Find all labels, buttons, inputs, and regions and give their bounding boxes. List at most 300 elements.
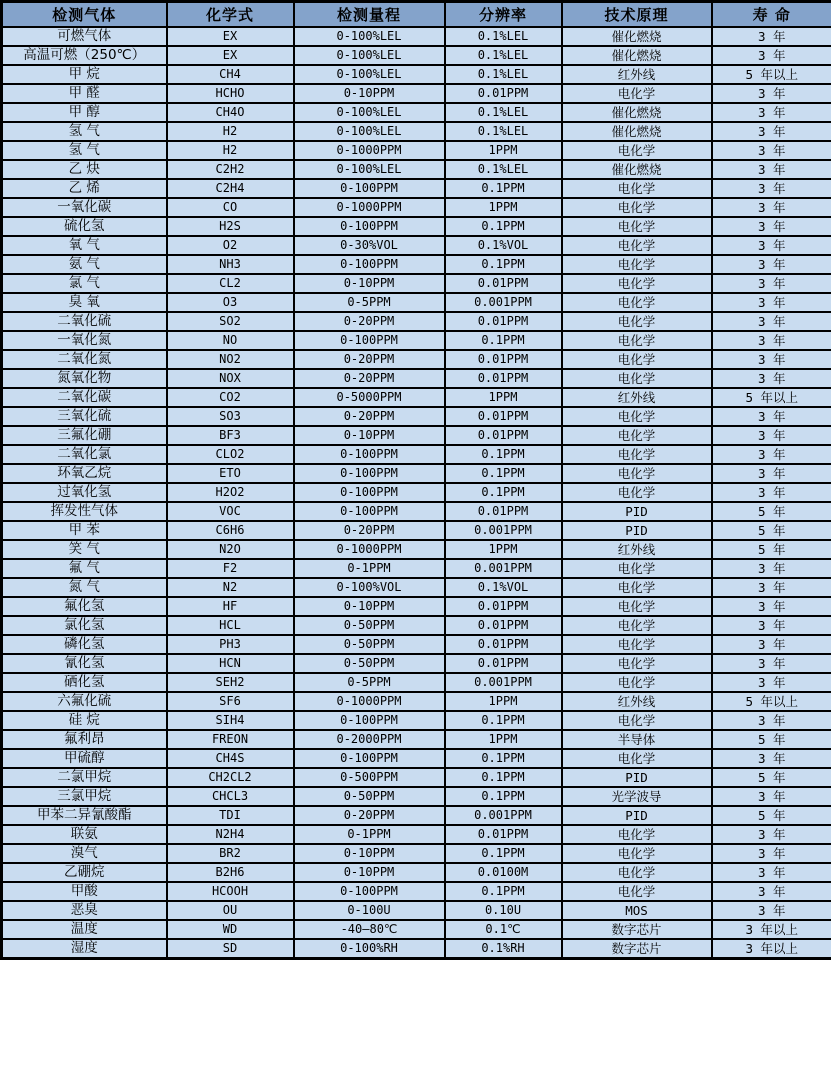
column-header-formula: 化学式 bbox=[167, 2, 294, 28]
table-row bbox=[2, 559, 831, 578]
cell-resolution: 1PPM bbox=[445, 388, 562, 407]
cell-resolution: 0.1PPM bbox=[445, 711, 562, 730]
table-row bbox=[2, 806, 831, 825]
cell-range: 0-50PPM bbox=[294, 635, 445, 654]
table-row bbox=[2, 920, 831, 939]
table-row bbox=[2, 844, 831, 863]
cell-formula: ETO bbox=[167, 464, 294, 483]
cell-principle: 电化学 bbox=[562, 673, 712, 692]
cell-formula: HCHO bbox=[167, 84, 294, 103]
table-row bbox=[2, 122, 831, 141]
cell-resolution: 0.1PPM bbox=[445, 255, 562, 274]
cell-gas: 甲酸 bbox=[2, 882, 167, 901]
cell-gas: 氢 气 bbox=[2, 141, 167, 160]
cell-lifespan: 3 年 bbox=[712, 863, 831, 882]
cell-resolution: 1PPM bbox=[445, 692, 562, 711]
cell-resolution: 0.1PPM bbox=[445, 768, 562, 787]
cell-range: 0-10PPM bbox=[294, 84, 445, 103]
cell-principle: 电化学 bbox=[562, 84, 712, 103]
cell-formula: H2O2 bbox=[167, 483, 294, 502]
cell-range: 0-10PPM bbox=[294, 863, 445, 882]
table-row bbox=[2, 217, 831, 236]
cell-gas: 一氧化氮 bbox=[2, 331, 167, 350]
column-header-resolution: 分辨率 bbox=[445, 2, 562, 28]
cell-principle: 电化学 bbox=[562, 882, 712, 901]
cell-gas: 氯化氢 bbox=[2, 616, 167, 635]
cell-lifespan: 3 年 bbox=[712, 350, 831, 369]
cell-gas: 氧 气 bbox=[2, 236, 167, 255]
cell-lifespan: 3 年 bbox=[712, 236, 831, 255]
cell-formula: SO3 bbox=[167, 407, 294, 426]
cell-resolution: 0.001PPM bbox=[445, 521, 562, 540]
cell-resolution: 0.1PPM bbox=[445, 445, 562, 464]
cell-range: 0-100%LEL bbox=[294, 46, 445, 65]
cell-gas: 硅 烷 bbox=[2, 711, 167, 730]
cell-range: 0-1000PPM bbox=[294, 692, 445, 711]
cell-range: 0-1000PPM bbox=[294, 141, 445, 160]
cell-principle: 电化学 bbox=[562, 217, 712, 236]
cell-lifespan: 3 年 bbox=[712, 711, 831, 730]
cell-range: 0-100PPM bbox=[294, 483, 445, 502]
table-row bbox=[2, 407, 831, 426]
cell-lifespan: 3 年 bbox=[712, 635, 831, 654]
cell-lifespan: 3 年 bbox=[712, 369, 831, 388]
cell-resolution: 0.01PPM bbox=[445, 825, 562, 844]
cell-principle: 催化燃烧 bbox=[562, 122, 712, 141]
cell-principle: 电化学 bbox=[562, 426, 712, 445]
table-row bbox=[2, 483, 831, 502]
cell-resolution: 0.1%LEL bbox=[445, 27, 562, 46]
cell-range: 0-100PPM bbox=[294, 464, 445, 483]
table-row bbox=[2, 274, 831, 293]
cell-formula: B2H6 bbox=[167, 863, 294, 882]
table-row bbox=[2, 331, 831, 350]
cell-resolution: 0.01PPM bbox=[445, 426, 562, 445]
table-row bbox=[2, 46, 831, 65]
cell-formula: CH4S bbox=[167, 749, 294, 768]
cell-formula: CH2CL2 bbox=[167, 768, 294, 787]
table-body bbox=[2, 27, 831, 959]
cell-gas: 二氧化氯 bbox=[2, 445, 167, 464]
cell-principle: 电化学 bbox=[562, 350, 712, 369]
cell-formula: SO2 bbox=[167, 312, 294, 331]
cell-resolution: 0.01PPM bbox=[445, 312, 562, 331]
cell-lifespan: 3 年 bbox=[712, 84, 831, 103]
cell-formula: HCOOH bbox=[167, 882, 294, 901]
cell-resolution: 0.001PPM bbox=[445, 559, 562, 578]
cell-range: 0-50PPM bbox=[294, 616, 445, 635]
table-row bbox=[2, 521, 831, 540]
cell-resolution: 0.01PPM bbox=[445, 597, 562, 616]
cell-resolution: 0.0100M bbox=[445, 863, 562, 882]
table-row bbox=[2, 27, 831, 46]
cell-range: 0-5000PPM bbox=[294, 388, 445, 407]
cell-gas: 挥发性气体 bbox=[2, 502, 167, 521]
table-row bbox=[2, 502, 831, 521]
cell-lifespan: 3 年 bbox=[712, 597, 831, 616]
cell-lifespan: 3 年 bbox=[712, 255, 831, 274]
table-row bbox=[2, 654, 831, 673]
cell-gas: 甲硫醇 bbox=[2, 749, 167, 768]
cell-principle: 红外线 bbox=[562, 388, 712, 407]
cell-principle: 电化学 bbox=[562, 255, 712, 274]
table-row bbox=[2, 350, 831, 369]
cell-resolution: 0.1PPM bbox=[445, 787, 562, 806]
cell-gas: 甲 醇 bbox=[2, 103, 167, 122]
cell-lifespan: 3 年 bbox=[712, 141, 831, 160]
cell-range: 0-100%LEL bbox=[294, 27, 445, 46]
cell-range: 0-10PPM bbox=[294, 597, 445, 616]
cell-range: 0-500PPM bbox=[294, 768, 445, 787]
cell-resolution: 0.1PPM bbox=[445, 749, 562, 768]
cell-lifespan: 3 年 bbox=[712, 293, 831, 312]
cell-gas: 氟化氢 bbox=[2, 597, 167, 616]
cell-principle: 电化学 bbox=[562, 293, 712, 312]
cell-formula: OU bbox=[167, 901, 294, 920]
cell-principle: 电化学 bbox=[562, 331, 712, 350]
cell-formula: HCN bbox=[167, 654, 294, 673]
cell-formula: H2 bbox=[167, 141, 294, 160]
column-header-principle: 技术原理 bbox=[562, 2, 712, 28]
cell-range: 0-1000PPM bbox=[294, 540, 445, 559]
cell-formula: CHCL3 bbox=[167, 787, 294, 806]
cell-gas: 甲 烷 bbox=[2, 65, 167, 84]
table-row bbox=[2, 65, 831, 84]
cell-formula: TDI bbox=[167, 806, 294, 825]
table-row bbox=[2, 882, 831, 901]
cell-principle: 电化学 bbox=[562, 578, 712, 597]
cell-principle: 电化学 bbox=[562, 198, 712, 217]
cell-lifespan: 3 年 bbox=[712, 331, 831, 350]
cell-principle: 电化学 bbox=[562, 597, 712, 616]
cell-gas: 三氧化硫 bbox=[2, 407, 167, 426]
cell-range: 0-100%LEL bbox=[294, 103, 445, 122]
cell-resolution: 0.1%LEL bbox=[445, 65, 562, 84]
cell-gas: 乙 烯 bbox=[2, 179, 167, 198]
cell-gas: 硫化氢 bbox=[2, 217, 167, 236]
cell-range: 0-1PPM bbox=[294, 825, 445, 844]
cell-formula: NO bbox=[167, 331, 294, 350]
cell-formula: CLO2 bbox=[167, 445, 294, 464]
cell-lifespan: 3 年 bbox=[712, 787, 831, 806]
column-header-lifespan: 寿 命 bbox=[712, 2, 831, 28]
cell-gas: 氟利昂 bbox=[2, 730, 167, 749]
table-row bbox=[2, 578, 831, 597]
cell-formula: WD bbox=[167, 920, 294, 939]
cell-lifespan: 3 年 bbox=[712, 483, 831, 502]
cell-gas: 六氟化硫 bbox=[2, 692, 167, 711]
cell-lifespan: 3 年 bbox=[712, 198, 831, 217]
cell-formula: H2 bbox=[167, 122, 294, 141]
cell-lifespan: 3 年 bbox=[712, 426, 831, 445]
cell-gas: 二氧化硫 bbox=[2, 312, 167, 331]
cell-principle: 数字芯片 bbox=[562, 920, 712, 939]
table-row bbox=[2, 84, 831, 103]
cell-lifespan: 3 年 bbox=[712, 103, 831, 122]
cell-gas: 甲苯二异氰酸酯 bbox=[2, 806, 167, 825]
table-row bbox=[2, 749, 831, 768]
cell-gas: 氰化氢 bbox=[2, 654, 167, 673]
cell-lifespan: 3 年 bbox=[712, 578, 831, 597]
cell-gas: 溴气 bbox=[2, 844, 167, 863]
cell-range: 0-5PPM bbox=[294, 293, 445, 312]
cell-principle: 电化学 bbox=[562, 483, 712, 502]
cell-lifespan: 3 年 bbox=[712, 122, 831, 141]
cell-formula: C2H4 bbox=[167, 179, 294, 198]
cell-resolution: 0.01PPM bbox=[445, 635, 562, 654]
cell-gas: 过氧化氢 bbox=[2, 483, 167, 502]
cell-formula: SIH4 bbox=[167, 711, 294, 730]
table-row bbox=[2, 730, 831, 749]
cell-principle: 电化学 bbox=[562, 141, 712, 160]
cell-gas: 氢 气 bbox=[2, 122, 167, 141]
cell-range: 0-20PPM bbox=[294, 350, 445, 369]
cell-formula: C2H2 bbox=[167, 160, 294, 179]
cell-gas: 乙硼烷 bbox=[2, 863, 167, 882]
table-row bbox=[2, 616, 831, 635]
cell-lifespan: 3 年 bbox=[712, 407, 831, 426]
cell-lifespan: 3 年以上 bbox=[712, 920, 831, 939]
cell-formula: N2 bbox=[167, 578, 294, 597]
table-row bbox=[2, 768, 831, 787]
cell-principle: 催化燃烧 bbox=[562, 27, 712, 46]
cell-gas: 硒化氢 bbox=[2, 673, 167, 692]
cell-resolution: 0.1%LEL bbox=[445, 103, 562, 122]
cell-gas: 恶臭 bbox=[2, 901, 167, 920]
cell-lifespan: 3 年 bbox=[712, 160, 831, 179]
cell-formula: O2 bbox=[167, 236, 294, 255]
cell-principle: 电化学 bbox=[562, 312, 712, 331]
cell-range: 0-10PPM bbox=[294, 426, 445, 445]
cell-principle: 电化学 bbox=[562, 654, 712, 673]
cell-range: 0-100PPM bbox=[294, 502, 445, 521]
cell-formula: CO2 bbox=[167, 388, 294, 407]
cell-gas: 氮 气 bbox=[2, 578, 167, 597]
cell-resolution: 0.1℃ bbox=[445, 920, 562, 939]
cell-principle: 电化学 bbox=[562, 559, 712, 578]
cell-lifespan: 3 年 bbox=[712, 217, 831, 236]
cell-range: 0-10PPM bbox=[294, 844, 445, 863]
cell-resolution: 0.01PPM bbox=[445, 84, 562, 103]
cell-resolution: 0.1%RH bbox=[445, 939, 562, 959]
cell-formula: H2S bbox=[167, 217, 294, 236]
cell-gas: 湿度 bbox=[2, 939, 167, 959]
cell-resolution: 0.10U bbox=[445, 901, 562, 920]
cell-formula: NOX bbox=[167, 369, 294, 388]
cell-principle: PID bbox=[562, 806, 712, 825]
cell-range: 0-100%LEL bbox=[294, 65, 445, 84]
cell-resolution: 0.1PPM bbox=[445, 331, 562, 350]
cell-principle: 红外线 bbox=[562, 692, 712, 711]
cell-range: 0-100PPM bbox=[294, 882, 445, 901]
cell-range: 0-100%LEL bbox=[294, 160, 445, 179]
cell-formula: EX bbox=[167, 27, 294, 46]
cell-range: 0-30%VOL bbox=[294, 236, 445, 255]
cell-formula: FREON bbox=[167, 730, 294, 749]
cell-gas: 一氧化碳 bbox=[2, 198, 167, 217]
cell-gas: 甲 苯 bbox=[2, 521, 167, 540]
cell-range: 0-100PPM bbox=[294, 331, 445, 350]
table-row bbox=[2, 312, 831, 331]
table-row bbox=[2, 103, 831, 122]
cell-formula: SD bbox=[167, 939, 294, 959]
cell-lifespan: 3 年 bbox=[712, 274, 831, 293]
table-row bbox=[2, 198, 831, 217]
cell-resolution: 0.1PPM bbox=[445, 844, 562, 863]
cell-lifespan: 5 年以上 bbox=[712, 65, 831, 84]
table-row bbox=[2, 160, 831, 179]
cell-range: 0-100PPM bbox=[294, 255, 445, 274]
table-row bbox=[2, 901, 831, 920]
cell-lifespan: 3 年 bbox=[712, 179, 831, 198]
cell-gas: 三氯甲烷 bbox=[2, 787, 167, 806]
cell-gas: 氟 气 bbox=[2, 559, 167, 578]
cell-range: 0-100PPM bbox=[294, 749, 445, 768]
cell-range: 0-100%LEL bbox=[294, 122, 445, 141]
cell-resolution: 0.001PPM bbox=[445, 673, 562, 692]
cell-principle: 催化燃烧 bbox=[562, 160, 712, 179]
cell-lifespan: 3 年 bbox=[712, 464, 831, 483]
cell-formula: F2 bbox=[167, 559, 294, 578]
cell-formula: HCL bbox=[167, 616, 294, 635]
cell-lifespan: 3 年 bbox=[712, 844, 831, 863]
cell-principle: 电化学 bbox=[562, 464, 712, 483]
cell-resolution: 0.01PPM bbox=[445, 502, 562, 521]
cell-formula: BR2 bbox=[167, 844, 294, 863]
cell-principle: 电化学 bbox=[562, 825, 712, 844]
cell-principle: 半导体 bbox=[562, 730, 712, 749]
table-row bbox=[2, 369, 831, 388]
cell-formula: SF6 bbox=[167, 692, 294, 711]
cell-principle: MOS bbox=[562, 901, 712, 920]
cell-resolution: 0.1PPM bbox=[445, 464, 562, 483]
cell-gas: 温度 bbox=[2, 920, 167, 939]
cell-principle: 电化学 bbox=[562, 616, 712, 635]
table-row bbox=[2, 692, 831, 711]
table-row bbox=[2, 635, 831, 654]
cell-range: 0-20PPM bbox=[294, 407, 445, 426]
cell-gas: 高温可燃（250℃） bbox=[2, 46, 167, 65]
table-row bbox=[2, 464, 831, 483]
table-row bbox=[2, 236, 831, 255]
cell-range: 0-100PPM bbox=[294, 711, 445, 730]
cell-formula: EX bbox=[167, 46, 294, 65]
cell-range: 0-100U bbox=[294, 901, 445, 920]
cell-resolution: 0.1%VOL bbox=[445, 236, 562, 255]
cell-range: 0-1000PPM bbox=[294, 198, 445, 217]
cell-resolution: 0.01PPM bbox=[445, 274, 562, 293]
cell-lifespan: 3 年 bbox=[712, 27, 831, 46]
cell-gas: 乙 炔 bbox=[2, 160, 167, 179]
cell-principle: 红外线 bbox=[562, 65, 712, 84]
table-row bbox=[2, 141, 831, 160]
cell-principle: PID bbox=[562, 521, 712, 540]
cell-gas: 氨 气 bbox=[2, 255, 167, 274]
cell-principle: 电化学 bbox=[562, 635, 712, 654]
cell-gas: 二氧化氮 bbox=[2, 350, 167, 369]
table-row bbox=[2, 597, 831, 616]
table-row bbox=[2, 787, 831, 806]
cell-gas: 可燃气体 bbox=[2, 27, 167, 46]
cell-resolution: 0.01PPM bbox=[445, 369, 562, 388]
cell-lifespan: 5 年 bbox=[712, 521, 831, 540]
cell-resolution: 0.1%LEL bbox=[445, 46, 562, 65]
cell-gas: 磷化氢 bbox=[2, 635, 167, 654]
cell-resolution: 0.1%LEL bbox=[445, 160, 562, 179]
cell-lifespan: 3 年 bbox=[712, 46, 831, 65]
cell-gas: 氮氧化物 bbox=[2, 369, 167, 388]
cell-principle: 电化学 bbox=[562, 236, 712, 255]
table-row bbox=[2, 293, 831, 312]
table-row bbox=[2, 863, 831, 882]
cell-formula: CH4 bbox=[167, 65, 294, 84]
cell-resolution: 0.1%LEL bbox=[445, 122, 562, 141]
cell-formula: VOC bbox=[167, 502, 294, 521]
cell-principle: 电化学 bbox=[562, 407, 712, 426]
cell-formula: CH4O bbox=[167, 103, 294, 122]
cell-principle: 数字芯片 bbox=[562, 939, 712, 959]
cell-lifespan: 5 年 bbox=[712, 540, 831, 559]
cell-principle: 电化学 bbox=[562, 844, 712, 863]
cell-formula: PH3 bbox=[167, 635, 294, 654]
cell-resolution: 1PPM bbox=[445, 540, 562, 559]
table-row bbox=[2, 825, 831, 844]
table-header-row bbox=[2, 2, 831, 28]
table-row bbox=[2, 426, 831, 445]
cell-range: 0-2000PPM bbox=[294, 730, 445, 749]
cell-gas: 笑 气 bbox=[2, 540, 167, 559]
cell-principle: 电化学 bbox=[562, 749, 712, 768]
cell-principle: PID bbox=[562, 502, 712, 521]
cell-resolution: 0.01PPM bbox=[445, 616, 562, 635]
cell-formula: N2H4 bbox=[167, 825, 294, 844]
table-row bbox=[2, 939, 831, 959]
cell-range: 0-5PPM bbox=[294, 673, 445, 692]
cell-principle: 电化学 bbox=[562, 369, 712, 388]
cell-lifespan: 3 年 bbox=[712, 559, 831, 578]
table-row bbox=[2, 445, 831, 464]
cell-range: 0-100PPM bbox=[294, 217, 445, 236]
cell-lifespan: 5 年 bbox=[712, 806, 831, 825]
cell-range: 0-100%VOL bbox=[294, 578, 445, 597]
cell-formula: SEH2 bbox=[167, 673, 294, 692]
cell-principle: 电化学 bbox=[562, 274, 712, 293]
cell-resolution: 1PPM bbox=[445, 730, 562, 749]
cell-resolution: 1PPM bbox=[445, 141, 562, 160]
cell-formula: NO2 bbox=[167, 350, 294, 369]
cell-lifespan: 5 年以上 bbox=[712, 388, 831, 407]
cell-range: 0-100PPM bbox=[294, 445, 445, 464]
cell-lifespan: 3 年 bbox=[712, 445, 831, 464]
cell-gas: 环氧乙烷 bbox=[2, 464, 167, 483]
cell-gas: 氯 气 bbox=[2, 274, 167, 293]
cell-formula: O3 bbox=[167, 293, 294, 312]
cell-lifespan: 5 年 bbox=[712, 768, 831, 787]
cell-principle: 催化燃烧 bbox=[562, 103, 712, 122]
cell-resolution: 0.1PPM bbox=[445, 179, 562, 198]
cell-range: 0-50PPM bbox=[294, 787, 445, 806]
cell-resolution: 1PPM bbox=[445, 198, 562, 217]
cell-lifespan: 3 年 bbox=[712, 749, 831, 768]
cell-range: 0-1PPM bbox=[294, 559, 445, 578]
table-row bbox=[2, 540, 831, 559]
table-row bbox=[2, 673, 831, 692]
cell-principle: 电化学 bbox=[562, 445, 712, 464]
cell-range: 0-100%RH bbox=[294, 939, 445, 959]
table-row bbox=[2, 255, 831, 274]
column-header-range: 检测量程 bbox=[294, 2, 445, 28]
cell-principle: 电化学 bbox=[562, 711, 712, 730]
